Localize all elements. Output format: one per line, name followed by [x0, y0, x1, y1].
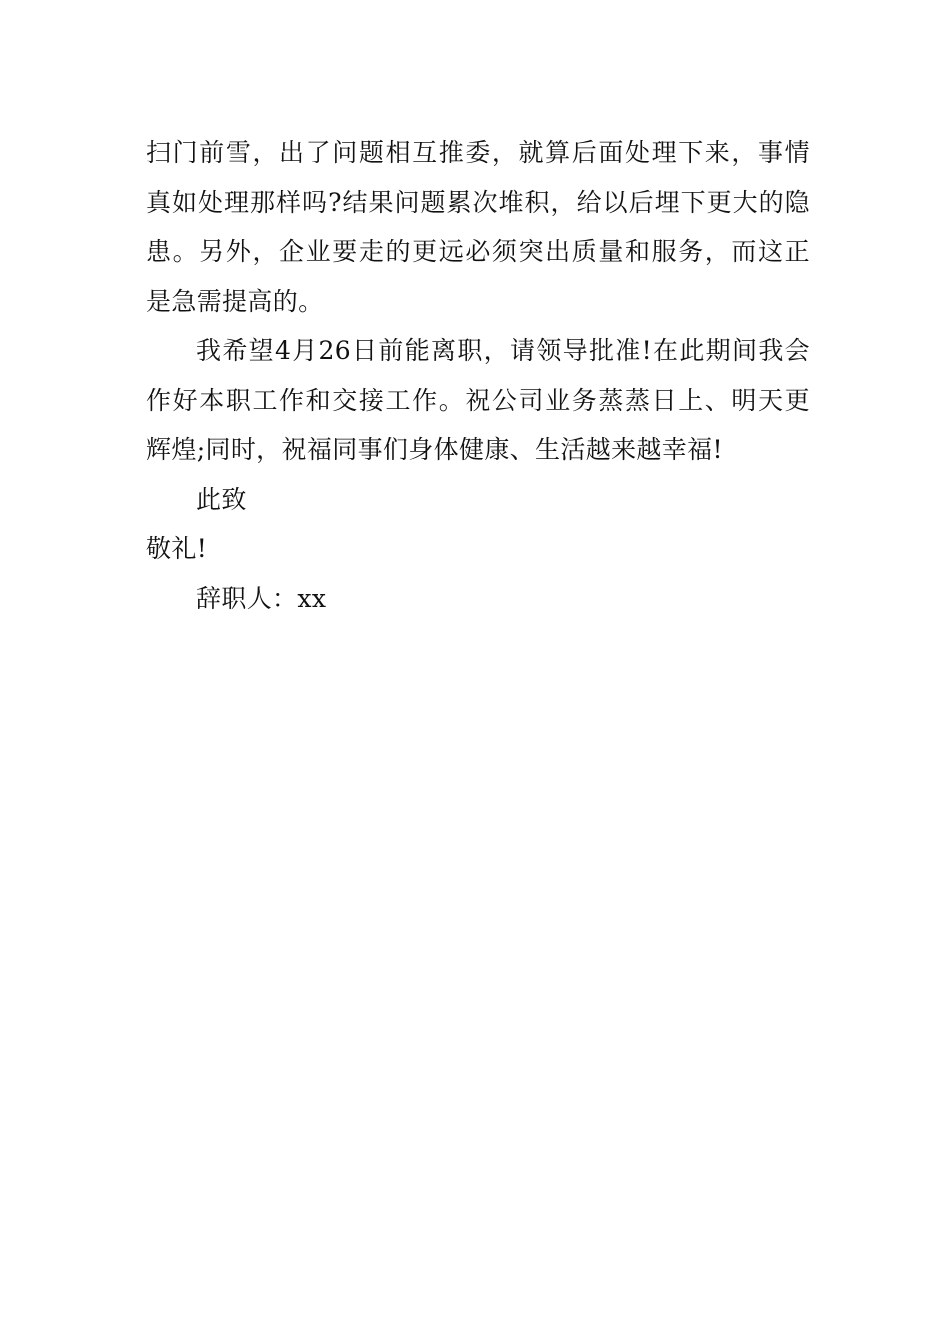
- paragraph-line: 是急需提高的。: [146, 286, 324, 316]
- paragraph-line: 作好本职工作和交接工作。祝公司业务蒸蒸日上、明天更: [146, 385, 810, 415]
- paragraph-line: 我希望4月26日前能离职，请领导批准!在此期间我会: [196, 336, 810, 365]
- salute-phrase: 敬礼!: [146, 534, 208, 563]
- paragraph-line: 扫门前雪，出了问题相互推委，就算后面处理下来，事情: [146, 138, 810, 167]
- paragraph-line: 真如处理那样吗?结果问题累次堆积，给以后埋下更大的隐: [146, 187, 810, 217]
- closing-phrase: 此致: [196, 484, 247, 514]
- paragraph-line: 辉煌;同时，祝福同事们身体健康、生活越来越幸福!: [146, 435, 723, 464]
- letter-body: [146, 128, 810, 623]
- paragraph-line: 患。另外，企业要走的更远必须突出质量和服务，而这正: [146, 237, 810, 266]
- signature-line: 辞职人：xx: [196, 583, 327, 613]
